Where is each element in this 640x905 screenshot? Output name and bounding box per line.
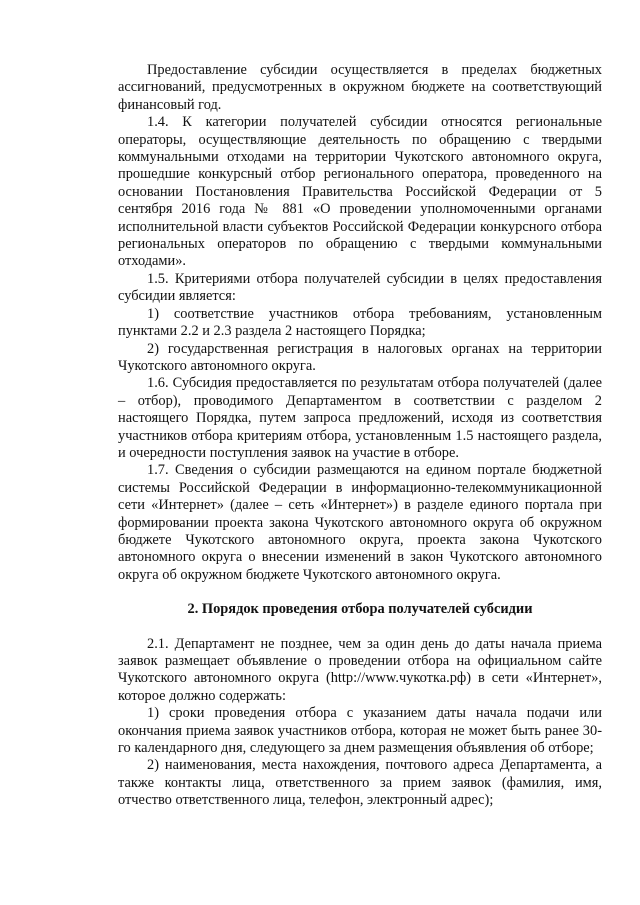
list-item-2-contacts: 2) наименования, места нахождения, почтового адреса Департамента, а также контакты лица, ответственного за прием заявок (фамилия, имя, отчество ответственного лица, телефон, электронный адрес); (118, 757, 602, 809)
paragraph-1-5-criteria: 1.5. Критериями отбора получателей субсидии в целях предоставления субсидии является: (118, 270, 602, 305)
section-2-heading: 2. Порядок проведения отбора получателей субсидии (187, 601, 533, 618)
paragraph-1-7-publication: 1.7. Сведения о субсидии размещаются на едином портале бюджетной системы Российской Федерации в информационно-телекоммуникационной сети «Интернет» (далее – сеть «Интернет») в разделе единого портала при формировании проекта закона Чукотского автономного округа об окружном бюджете Чукотского автономного округа, проекта закона Чукотского автономного округа о внесении изменений в закон Чукотского автономного округа об окружном бюджете Чукотского автономного округа. (118, 462, 602, 583)
paragraph-1-4-recipient-category: 1.4. К категории получателей субсидии относятся региональные операторы, осуществляющие деятельность по обращению с твердыми коммунальными отходами на территории Чукотского автономного округа, прошедшие конкурсный отбор регионального оператора, проведенного на основании Постановления Правительства Российской Федерации от 5 сентября 2016 года № 881 «О проведении уполномоченными органами исполнительной власти субъектов Российской Федерации конкурсного отбора региональных операторов по обращению с твердыми коммунальными отходами». (118, 114, 602, 270)
paragraph-2-1-announcement: 2.1. Департамент не позднее, чем за один день до даты начала приема заявок размещает объявление о проведении отбора на официальном сайте Чукотского автономного округа (http://www.чукотка.рф) в сети «Интернет», которое должно содержать: (118, 635, 602, 704)
list-item-1-deadlines: 1) сроки проведения отбора с указанием даты начала подачи или окончания приема заявок участников отбора, которая не может быть ранее 30-го календарного дня, следующего за днем размещения объявления об отборе; (118, 705, 602, 757)
list-item-2-registration: 2) государственная регистрация в налоговых органах на территории Чукотского автономного округа. (118, 340, 602, 374)
document-page (118, 62, 602, 810)
paragraph-1-6-selection: 1.6. Субсидия предоставляется по результатам отбора получателей (далее – отбор), проводимого Департаментом в соответствии с разделом 2 настоящего Порядка, путем запроса предложений, исходя из соответствия участников отбора критериям отбора, установленным 1.5 настоящего раздела, и очередности поступления заявок на участие в отборе. (118, 375, 602, 461)
paragraph-budget-allocations: Предоставление субсидии осуществляется в пределах бюджетных ассигнований, предусмотренных в окружном бюджете на соответствующий финансовый год. (118, 62, 602, 113)
list-item-1-requirements: 1) соответствие участников отбора требованиям, установленным пунктами 2.2 и 2.3 раздела 2 настоящего Порядка; (118, 305, 602, 340)
